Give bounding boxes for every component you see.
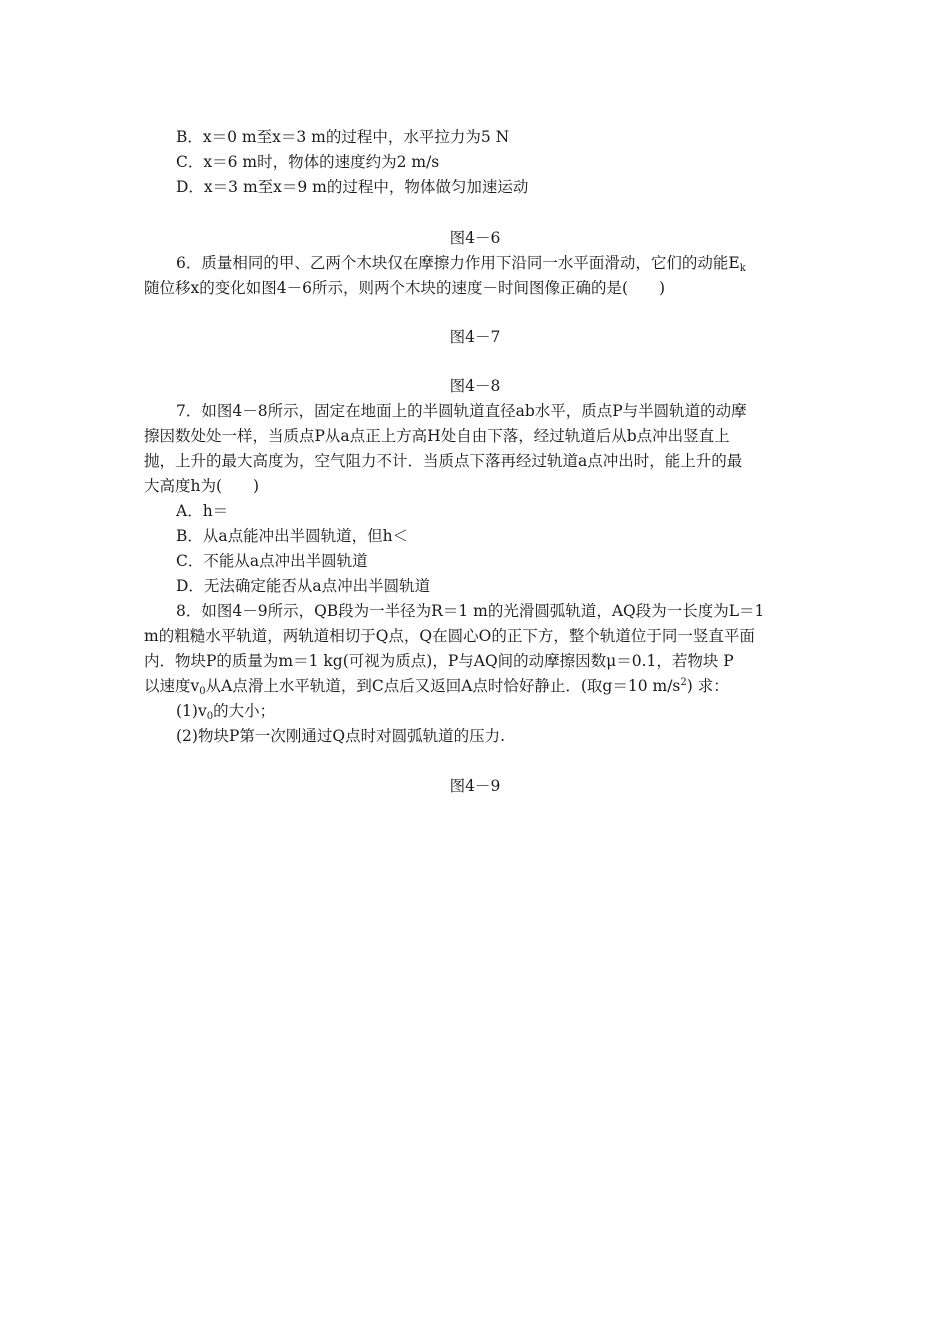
- q7-option-a: A．h＝: [176, 502, 229, 520]
- q8-line-4-part-a: 以速度v: [144, 677, 200, 695]
- v0-subscript: 0: [199, 686, 206, 697]
- q7-option-d: D．无法确定能否从a点冲出半圆轨道: [176, 577, 431, 595]
- q5-option-b: B．x＝0 m至x＝3 m的过程中，水平拉力为5 N: [176, 128, 510, 146]
- q8-line-4-part-c: ) 求：: [686, 677, 729, 695]
- figure-caption-4-9: 图4－9: [449, 777, 501, 795]
- q8-sub1-part-b: 的大小；: [213, 702, 276, 720]
- v0-subscript: 0: [206, 711, 214, 722]
- q8-line-4: [144, 676, 729, 696]
- q8-line-3: 内．物块P的质量为m＝1 kg(可视为质点)，P与AQ间的动摩擦因数μ＝0.1，若物块 P: [144, 652, 734, 670]
- q8-line-4-part-b: 从A点滑上水平轨道，到C点后又返回A点时恰好静止．(取g＝10 m/s: [205, 677, 681, 695]
- figure-caption-4-6: 图4－6: [449, 229, 501, 247]
- q6-ek-subscript: k: [739, 263, 746, 274]
- q8-subquestion-2: (2)物块P第一次刚通过Q点时对圆弧轨道的压力.: [176, 727, 506, 745]
- q6-line-2: 随位移x的变化如图4－6所示，则两个木块的速度－时间图像正确的是( ): [144, 279, 666, 297]
- q8-sub1-part-a: (1)v: [176, 702, 207, 720]
- squared-superscript: 2: [680, 677, 687, 688]
- q7-line-2: 擦因数处处一样，当质点P从a点正上方高H处自由下落，经过轨道后从b点冲出竖直上: [144, 427, 730, 445]
- q5-option-c: C．x＝6 m时，物体的速度约为2 m/s: [176, 153, 440, 171]
- q8-line-1: 8．如图4－9所示，QB段为一半径为R＝1 m的光滑圆弧轨道，AQ段为一长度为L＝1: [176, 602, 765, 620]
- figure-caption-4-8: 图4－8: [449, 377, 501, 395]
- q7-option-c: C．不能从a点冲出半圆轨道: [176, 552, 368, 570]
- q7-line-4: 大高度h为( ): [144, 477, 260, 495]
- q7-line-3: 抛，上升的最大高度为，空气阻力不计．当质点下落再经过轨道a点冲出时，能上升的最: [144, 452, 743, 470]
- q7-option-b: B．从a点能冲出半圆轨道，但h＜: [176, 527, 409, 545]
- q8-line-2: m的粗糙水平轨道，两轨道相切于Q点，Q在圆心O的正下方，整个轨道位于同一竖直平面: [144, 627, 755, 645]
- q5-option-d: D．x＝3 m至x＝9 m的过程中，物体做匀加速运动: [176, 178, 529, 196]
- q6-line-1-text: 6．质量相同的甲、乙两个木块仅在摩擦力作用下沿同一水平面滑动，它们的动能E: [176, 254, 740, 272]
- q7-line-1: 7．如图4－8所示，固定在地面上的半圆轨道直径ab水平，质点P与半圆轨道的动摩: [176, 402, 747, 420]
- figure-caption-4-7: 图4－7: [449, 328, 501, 346]
- q6-line-1: [176, 253, 746, 273]
- q8-subquestion-1: [176, 701, 275, 721]
